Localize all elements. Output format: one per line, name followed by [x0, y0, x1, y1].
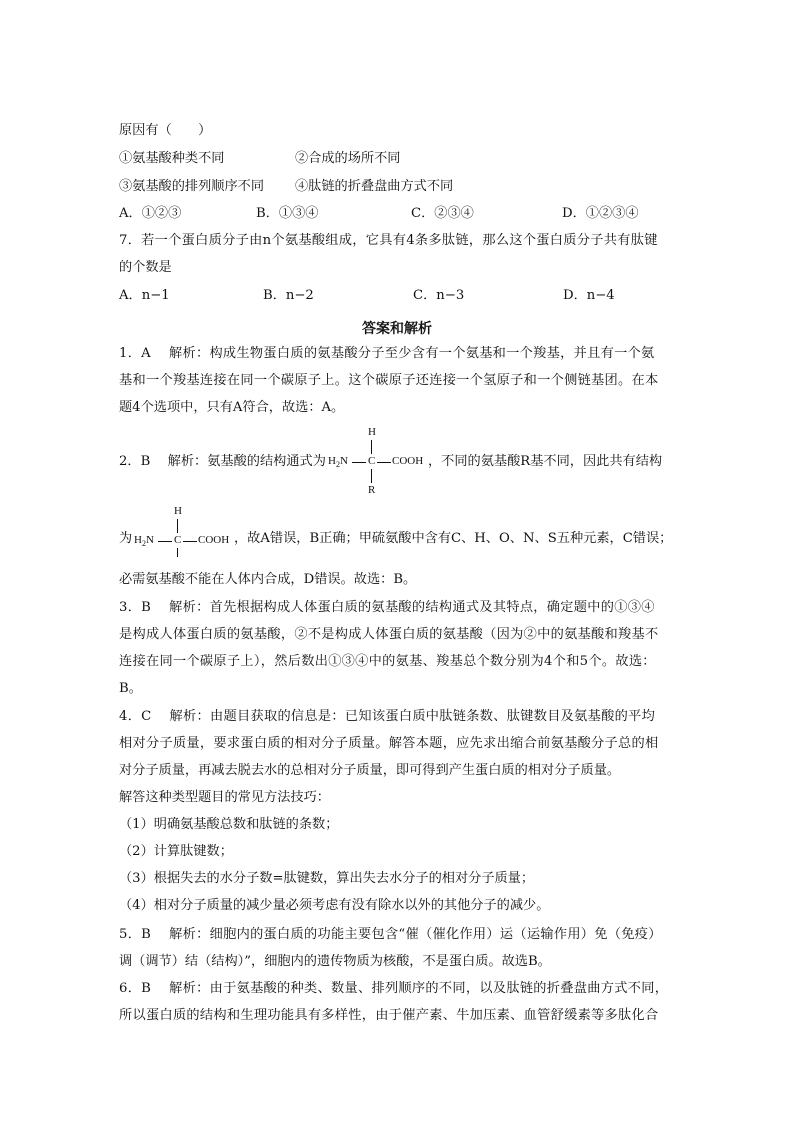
answer-4-line-1: 4．C 解析：由题目获取的信息是：已知该蛋白质中肽链条数、肽键数目及氨基酸的平均 [119, 709, 656, 724]
formula-2-h2n: $H_2N$ [134, 534, 154, 549]
formula-2-bond-top [177, 519, 178, 533]
q7-option-b: B．n−2 [263, 288, 314, 303]
answer-6-line-2: 所以蛋白质的结构和生理功能具有多样性，由于催产素、牛加压素、血管舒缓素等多肽化合 [119, 1008, 659, 1023]
formula-1-bond-bottom [371, 469, 372, 483]
formula-2-bond-right [183, 541, 197, 542]
answer-4-line-4: 解答这种类型题目的常见方法技巧： [119, 790, 330, 805]
answer-3-line-4: B。 [119, 681, 142, 696]
formula-2-bond-left [158, 541, 172, 542]
answer-2-text-after: ，不同的氨基酸R基不同，因此共有结构 [428, 454, 663, 469]
answer-2-text-before: 2．B 解析：氨基酸的结构通式为 [119, 454, 326, 469]
answer-4-step-3: （3）根据失去的水分子数=肽键数，算出失去水分子的相对分子质量； [119, 871, 535, 886]
amino-acid-formula-2 [134, 505, 234, 557]
answer-3-line-2: 是构成人体蛋白质的氨基酸，②不是构成人体蛋白质的氨基酸（因为②中的氨基酸和羧基不 [119, 627, 659, 642]
q6-item-4: ④肽链的折叠盘曲方式不同 [295, 179, 454, 194]
formula-1-bond-left [352, 462, 366, 463]
q6-item-1: ①氨基酸种类不同 [119, 151, 225, 166]
answer-3-line-1: 3．B 解析：首先根据构成人体蛋白质的氨基酸的结构通式及其特点，确定题中的①③④ [119, 600, 655, 615]
answer-2-line-3: 必需氨基酸不能在人体内合成，D错误。故选：B。 [119, 572, 417, 587]
q6-option-b: B．①③④ [256, 206, 319, 221]
q6-item-3: ③氨基酸的排列顺序不同 [119, 179, 265, 194]
formula-1-bond-right [377, 462, 391, 463]
answer-1-line-3: 题4个选项中，只有A符合，故选：A。 [119, 400, 345, 415]
answer-4-step-4: （4）相对分子质量的减少量必须考虑有没有除水以外的其他分子的减少。 [119, 898, 550, 913]
formula-1-h-top: H [368, 426, 376, 438]
formula-1-c: C [368, 455, 376, 467]
amino-acid-formula-1 [328, 426, 428, 498]
formula-1-h2n: $H_2N$ [328, 455, 348, 470]
answer-4-step-1: （1）明确氨基酸总数和肽链的条数； [119, 817, 339, 832]
q7-option-a: A．n−1 [119, 288, 170, 303]
q6-option-d: D．①②③④ [562, 206, 639, 221]
answer-4-step-2: （2）计算肽键数； [119, 844, 233, 859]
formula-2-h-top: H [174, 505, 182, 517]
answer-4-line-3: 对分子质量，再减去脱去水的总相对分子质量，即可得到产生蛋白质的相对分子质量。 [119, 763, 621, 778]
q7-stem-line-1: 7．若一个蛋白质分子由n个氨基酸组成，它具有4条多肽链，那么这个蛋白质分子共有肽键 [119, 233, 658, 248]
formula-1-bond-top [371, 440, 372, 454]
answers-title: 答案和解析 [362, 321, 432, 337]
q6-option-c: C．②③④ [411, 206, 474, 221]
answer-4-line-2: 相对分子质量，要求蛋白质的相对分子质量。解答本题，应先求出缩合前氨基酸分子总的相 [119, 736, 659, 751]
answer-2-line-2-before: 为 [119, 531, 133, 546]
formula-2-c: C [174, 534, 182, 546]
q7-stem-line-2: 的个数是 [119, 260, 172, 275]
q6-stem-tail: 原因有（ ） [119, 123, 212, 138]
answer-5-line-2: 调（调节）结（结构）”，细胞内的遗传物质为核酸，不是蛋白质。故选B。 [119, 954, 551, 969]
formula-2-bond-bottom [177, 548, 178, 557]
answer-3-line-3: 连接在同一个碳原子上），然后数出①③④中的氨基、羧基总个数分别为4个和5个。故选： [119, 654, 656, 669]
answer-2-line-2-after: ，故A错误，B正确；甲硫氨酸中含有C、H、O、N、S五种元素，C错误； [234, 531, 673, 546]
q6-option-a: A．①②③ [119, 206, 182, 221]
formula-2-cooh: COOH [198, 534, 230, 546]
q7-option-d: D．n−4 [563, 288, 615, 303]
formula-1-r: R [368, 484, 376, 496]
answer-6-line-1: 6．B 解析：由于氨基酸的种类、数量、排列顺序的不同，以及肽链的折叠盘曲方式不同， [119, 981, 669, 996]
answer-1-line-2: 基和一个羧基连接在同一个碳原子上。这个碳原子还连接一个氢原子和一个侧链基团。在本 [119, 373, 659, 388]
formula-1-cooh: COOH [392, 455, 424, 467]
q7-option-c: C．n−3 [413, 288, 465, 303]
answer-1-line-1: 1．A 解析：构成生物蛋白质的氨基酸分子至少含有一个氨基和一个羧基，并且有一个氨 [119, 346, 655, 361]
answer-5-line-1: 5．B 解析：细胞内的蛋白质的功能主要包含“催（催化作用）运（运输作用）免（免疫） [119, 927, 662, 942]
q6-item-2: ②合成的场所不同 [295, 151, 401, 166]
